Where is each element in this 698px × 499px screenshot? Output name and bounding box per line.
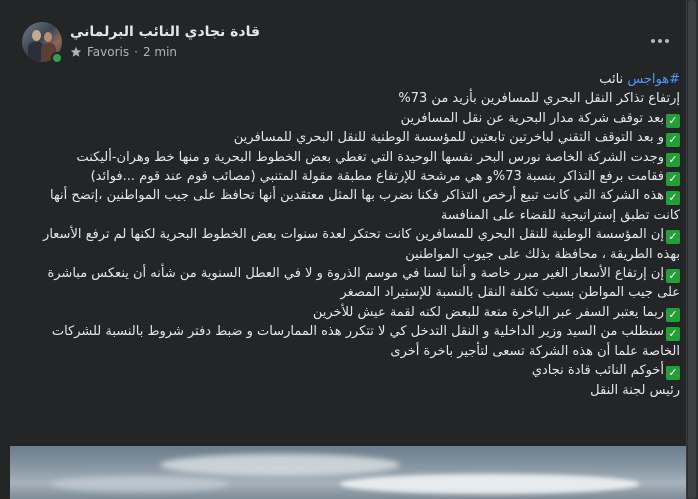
audience-label[interactable]: Favoris (87, 45, 130, 59)
post-meta (70, 45, 177, 59)
check-mark-icon: ✓ (666, 191, 680, 205)
post-line-text: إرتفاع تذاكر النقل البحري للمسافرين بأزيد من 73% (398, 91, 680, 107)
post-timestamp[interactable]: 2 min (142, 45, 178, 59)
post-line-text: إن المؤسسة الوطنية للنقل البحري للمسافرين كانت تحتكر لعدة سنوات بعض الخطوط البحرية لكنها لم ترفع الأسعار بهذه الطريقة ، محافظة بذلك على جيوب المواطنين (43, 227, 680, 262)
scrollbar-track[interactable] (686, 0, 698, 499)
post-line (30, 381, 680, 400)
post-line-text: فقامت برفع التذاكر بنسبة 73%و هي مرشحة للإرتفاع مطبقة مقولة المتنبي (مصائب قوم عند قوم ...فوائد) (90, 169, 664, 185)
more-icon (651, 39, 655, 43)
online-status-dot (51, 52, 63, 64)
avatar-photo-person (44, 32, 52, 42)
post-text (30, 70, 680, 400)
meta-separator: · (134, 45, 138, 59)
post-line (30, 225, 680, 264)
check-mark-icon: ✓ (666, 269, 680, 283)
check-mark-icon: ✓ (666, 114, 680, 128)
post-line (30, 89, 680, 108)
post-line-text: هذه الشركة التي كانت تبيع أرخص التذاكر فكنا نضرب بها المثل معتقدين أنها تحافظ على جيب المواطنين ،إتضح أنها كانت تطبق إستراتيجية للقضاء على المنافسة (50, 188, 680, 223)
photo-cloud (340, 474, 640, 494)
check-mark-icon: ✓ (666, 172, 680, 186)
post-photo[interactable] (10, 446, 686, 499)
more-icon (665, 39, 669, 43)
post-line-text: أخوكم النائب قادة نجادي (531, 363, 664, 379)
check-mark-icon: ✓ (666, 230, 680, 244)
check-mark-icon: ✓ (666, 133, 680, 147)
post-line (30, 109, 680, 128)
post-line-text: بعد توقف شركة مدار البحرية عن نقل المسافرين (400, 110, 664, 126)
check-mark-icon: ✓ (666, 366, 680, 380)
post-line (30, 303, 680, 322)
post-line-text: ربما يعتبر السفر عبر الباخرة متعة للبعض لكنه لقمة عيش للأخرين (312, 304, 664, 320)
post-line (30, 361, 680, 380)
more-options-button[interactable] (642, 28, 678, 54)
post-line (30, 167, 680, 186)
post-line (30, 148, 680, 167)
scrollbar-thumb[interactable] (688, 0, 696, 499)
photo-cloud (50, 476, 230, 492)
check-mark-icon: ✓ (666, 327, 680, 341)
post-line-text: نائب (599, 72, 628, 87)
author-name[interactable]: قادة نجادي النائب البرلماني (70, 24, 261, 40)
post-line-text: و بعد التوقف التقني لباخرتين تابعتين للمؤسسة الوطنية للنقل البحري للمسافرين (233, 130, 664, 146)
post-line (30, 128, 680, 147)
post-line (30, 322, 680, 361)
avatar-photo-person (32, 30, 41, 41)
post-line (30, 70, 680, 89)
star-icon (70, 46, 82, 58)
more-icon (658, 39, 662, 43)
check-mark-icon: ✓ (666, 153, 680, 167)
post-line (30, 186, 680, 225)
post-header (0, 0, 686, 72)
post-line (30, 264, 680, 303)
check-mark-icon: ✓ (666, 308, 680, 322)
hashtag-link[interactable]: #هواجس (627, 72, 680, 87)
post-line-text: إن إرتفاع الأسعار الغير مبرر خاصة و أننا لسنا في موسم الذروة و لا في العطل السنوية من شأنه أن ينعكس مباشرة على جيب المواطن بسبب تكلفة النقل بالنسبة للإستيراد المصغر (47, 266, 680, 301)
post-line-text: وجدت الشركة الخاصة نورس البحر نفسها الوحيدة التي تغطي بعض الخطوط البحرية و منها خط وهران-أليكنت (76, 149, 664, 165)
post-line-text: رئيس لجنة النقل (590, 382, 680, 398)
photo-cloud (160, 454, 400, 476)
post-line-text: سنطلب من السيد وزير الداخلية و النقل التدخل كي لا تتكرر هذه الممارسات و ضبط دفتر شروط بالنسبة للشركات الخاصة علما أن هذه الشركة تسعى لتأجير باخرة أخرى (51, 324, 680, 359)
